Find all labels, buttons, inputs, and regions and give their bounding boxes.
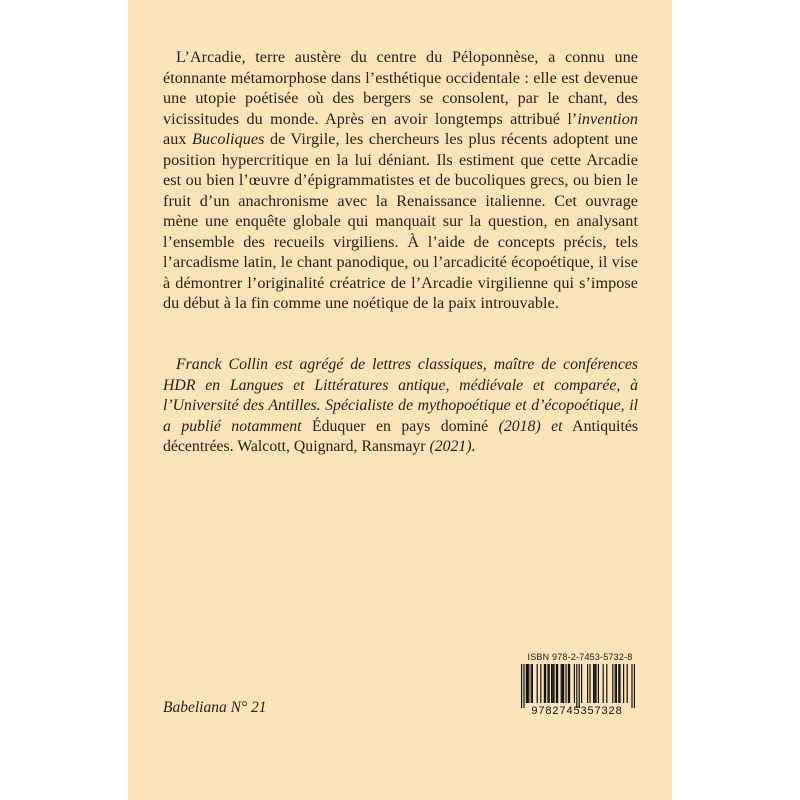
barcode-bar [565, 664, 566, 703]
barcode-bar [619, 664, 620, 703]
barcode-bar [631, 664, 632, 708]
blurb-segment-italic: invention [577, 109, 638, 128]
barcode-bar [527, 664, 528, 703]
barcode-bar [553, 664, 554, 703]
barcode-bar [594, 664, 595, 703]
barcode-bar [612, 664, 613, 703]
bio-book-title: Éduquer en pays dominé [311, 417, 489, 435]
isbn-label: ISBN 978-2-7453-5732-8 [527, 652, 633, 662]
barcode-bar [526, 664, 527, 703]
barcode-bar [537, 664, 538, 703]
barcode-bar [544, 664, 545, 703]
barcode-bar [540, 664, 541, 703]
barcode-bar [606, 664, 607, 703]
bio-segment: Franck Collin est agrégé de lettres classiques, maître de conférences HDR en Langues et Littératures antique, médiévale et comparée, à l’Université des Antilles. Spécialiste de mythopoétique et d’écopoétique, il a publié notamment [163, 356, 638, 435]
barcode-bar [532, 664, 533, 703]
blurb-segment-italic: Bucoliques [192, 130, 265, 148]
barcode-bar [634, 664, 635, 708]
barcode-bar [547, 664, 548, 703]
barcode-bar [615, 664, 616, 703]
barcode-bar [568, 664, 569, 703]
author-bio-paragraph [163, 355, 638, 458]
barcode-bar [531, 664, 532, 703]
blurb-text [163, 47, 638, 314]
barcode-bar [545, 664, 546, 703]
barcode-bar [616, 664, 617, 703]
barcode-bar [528, 664, 529, 703]
barcode-image [515, 664, 639, 716]
barcode-bar [557, 664, 558, 703]
barcode-digits: 9782745357328 [531, 705, 623, 716]
barcode-bar [587, 664, 588, 703]
blurb-paragraph [163, 47, 638, 314]
barcode-bar [569, 664, 570, 703]
bio-segment: et [551, 417, 563, 435]
barcode-bar [593, 664, 594, 703]
barcode-bar [603, 664, 604, 703]
blurb-segment: aux [163, 130, 193, 148]
blurb-segment: L’Arcadie, terre austère du centre du Péloponnèse, a connu une étonnante métamorphose dans l’esthétique occidentale : elle est devenue une utopie poétisée où des bergers se consolent, par le chant, des vicissitudes du monde. Après en avoir longtemps attribué l’ [163, 48, 638, 128]
barcode-bar [595, 664, 596, 703]
author-bio [163, 355, 638, 458]
barcode-bar [581, 664, 582, 703]
barcode-bar [598, 664, 599, 703]
barcode-bar [556, 664, 557, 703]
barcode-bar [561, 664, 562, 703]
bio-segment: (2021). [425, 438, 476, 455]
barcode-bar [576, 664, 577, 708]
barcode-bar [549, 664, 550, 703]
series-label: Babeliana N° 21 [163, 699, 267, 716]
bio-book-title: Antiquités décentrées. Walcott, Quignard, Ransmayr [163, 417, 638, 455]
barcode-bar [523, 664, 524, 708]
barcode-bar [618, 664, 619, 703]
isbn-barcode-block [515, 652, 639, 716]
barcode-bar [589, 664, 590, 703]
barcode-bar [521, 664, 522, 708]
barcode-bar [579, 664, 580, 708]
barcode-bar [562, 664, 563, 703]
barcode-bar [623, 664, 624, 703]
barcode-bar [574, 664, 575, 703]
barcode-bar [563, 664, 564, 703]
barcode-bar [552, 664, 553, 703]
barcode-bar [551, 664, 552, 703]
blurb-segment: de Virgile, les chercheurs les plus récents adoptent une position hypercritique en la lui déniant. Ils estiment que cette Arcadie est ou bien l’œuvre d’épigrammatistes et de bucoliques grecs, ou bien le fruit d’un anachronisme avec la Renaissance italienne. Cet ouvrage mène une enquête globale qui manquait sur la question, en analysant l’ensemble des recueils virgiliens. À l’aide de concepts précis, tels l’arcadisme latin, le chant panodique, ou l’arcadicité écopoétique, il vise à démontrer l’originalité créatrice de l’Arcadie virgilienne qui s’impose du début à la fin comme une noétique de la paix introuvable. [163, 130, 638, 312]
bio-segment: (2018) [488, 417, 552, 435]
barcode-bar [627, 664, 628, 703]
